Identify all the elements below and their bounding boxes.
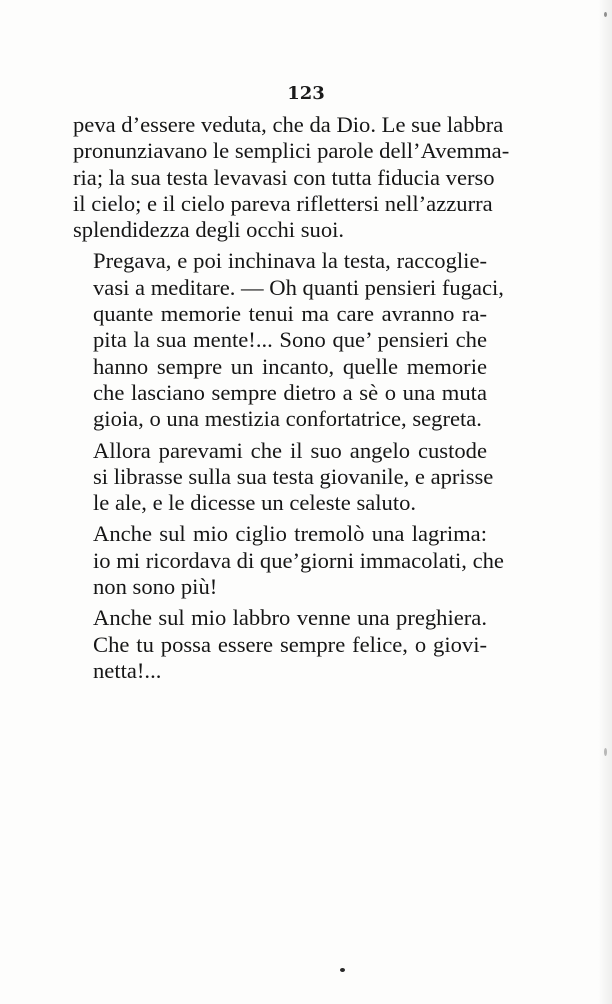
text-line: Anche sul mio ciglio tremolò una lagrima: [93, 521, 487, 547]
text-line: ria; la sua testa levavasi con tutta fiducia verso [73, 164, 495, 190]
paragraph-5 [73, 605, 487, 684]
text-line: si librasse sulla sua testa giovanile, e aprisse [93, 463, 494, 489]
text-line: pita la sua mente!... Sono que’ pensieri che [93, 327, 487, 353]
text-line: pronunziavano le semplici parole dell’Avemma- [73, 138, 510, 164]
page-edge-shadow [598, 0, 612, 1004]
page-number: 123 [287, 83, 325, 104]
text-line: hanno sempre un incanto, quelle memorie [93, 353, 487, 379]
text-line: quante memorie tenui ma care avranno ra- [93, 301, 487, 327]
text-line: le ale, e le dicesse un celeste saluto. [93, 490, 417, 516]
body-text [73, 112, 510, 689]
paragraph-3 [73, 437, 494, 517]
paragraph-1 [73, 112, 510, 243]
text-line: gioia, o una mestizia confortatrice, segreta. [93, 406, 482, 432]
text-line: Pregava, e poi inchinava la testa, raccoglie- [93, 248, 487, 274]
text-line: Che tu possa essere sempre felice, o giovi- [93, 631, 487, 657]
paragraph-4 [73, 521, 504, 600]
scan-speck [340, 968, 345, 972]
paragraph-2 [73, 248, 504, 432]
text-line: netta!... [93, 657, 162, 683]
text-line: splendidezza degli occhi suoi. [73, 217, 345, 243]
text-line: che lasciano sempre dietro a sè o una muta [93, 379, 487, 405]
scan-speck [604, 12, 607, 17]
scan-speck [604, 748, 607, 756]
text-line: Anche sul mio labbro venne una preghiera. [93, 605, 487, 631]
text-line: peva d’essere veduta, che da Dio. Le sue labbra [73, 112, 504, 137]
text-line: io mi ricordava di que’giorni immacolati, che [93, 547, 504, 573]
text-line: vasi a meditare. — Oh quanti pensieri fugaci, [93, 274, 504, 300]
text-line: Allora parevami che il suo angelo custode [93, 437, 487, 463]
text-line: il cielo; e il cielo pareva riflettersi nell’azzurra [73, 190, 493, 216]
text-line: non sono più! [93, 574, 218, 600]
